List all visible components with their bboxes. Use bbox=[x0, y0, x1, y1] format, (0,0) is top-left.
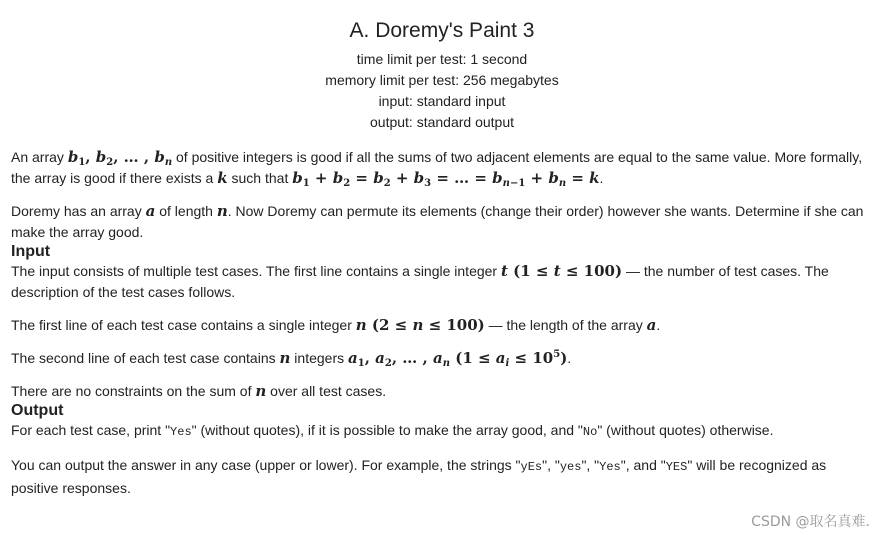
problem-title: A. Doremy's Paint 3 bbox=[349, 19, 535, 42]
math-k: k bbox=[217, 169, 228, 187]
math-a: a bbox=[145, 202, 156, 220]
output-paragraph: For each test case, print "Yes" (without quotes), if it is possible to make the array good, and "No" (without quotes) otherwise. bbox=[11, 422, 774, 439]
code-example: YES bbox=[665, 460, 688, 474]
time-limit: time limit per test: 1 second bbox=[356, 51, 528, 67]
output-heading: Output bbox=[11, 402, 64, 419]
input-spec: input: standard input bbox=[378, 93, 506, 109]
math-n-range: n (2 ≤ n ≤ 100) bbox=[355, 316, 485, 334]
input-heading: Input bbox=[11, 243, 51, 260]
input-paragraph: There are no constraints on the sum of n over all test cases. bbox=[11, 382, 387, 400]
math-n: n bbox=[216, 202, 228, 220]
input-paragraph: The second line of each test case contains n integers $a_1$, $a_2$, … , $a_n$ $(1 \le a_i \le 10^5)$. bbox=[11, 349, 572, 369]
math-a: a bbox=[646, 316, 657, 334]
output-spec: output: standard output bbox=[370, 114, 514, 130]
math-t-range: t (1 ≤ t ≤ 100) bbox=[501, 262, 623, 280]
math-array-b: $b_1$, $b_2$, … , $b_n$ bbox=[67, 148, 173, 168]
problem-header bbox=[0, 0, 884, 133]
code-no: No bbox=[582, 425, 598, 439]
code-example: yEs bbox=[520, 460, 543, 474]
input-paragraph: The first line of each test case contains a single integer n (2 ≤ n ≤ 100) — the length of the array a. bbox=[11, 316, 661, 334]
statement-paragraph: Doremy has an array a of length n. Now Doremy can permute its elements (change their order) however she wants. Determine if she can make the array good. bbox=[11, 202, 864, 240]
output-paragraph: You can output the answer in any case (upper or lower). For example, the strings "yEs", "yes", "Yes", and "YES" will be recognized as positive responses. bbox=[11, 457, 827, 496]
input-paragraph: The input consists of multiple test cases. The first line contains a single integer t (1 ≤ t ≤ 100) — the number of test cases. The description of the test cases follows. bbox=[11, 262, 829, 300]
statement-paragraph: An array $b_1$, $b_2$, … , $b_n$ of positive integers is good if all the sums of two adjacent elements are equal to the same value. More formally, the array is good if there exists a k such that $b_1 + b_2 = b_2 + b_3$ = … = $b_{n-1} + b_n = k$. bbox=[11, 148, 863, 189]
math-n: n bbox=[255, 382, 267, 400]
code-example: yes bbox=[559, 460, 582, 474]
math-n: n bbox=[279, 349, 291, 367]
code-yes: Yes bbox=[170, 425, 192, 439]
problem-statement bbox=[11, 147, 874, 499]
code-example: Yes bbox=[599, 460, 621, 474]
math-sum-chain: $b_1 + b_2 = b_2 + b_3$ = … = $b_{n-1} + b_n = k$ bbox=[292, 169, 600, 189]
csdn-watermark: CSDN @取名真难. bbox=[751, 514, 870, 530]
math-a-range: $a_1$, $a_2$, … , $a_n$ $(1 \le a_i \le 10^5)$ bbox=[348, 349, 568, 369]
memory-limit: memory limit per test: 256 megabytes bbox=[325, 72, 559, 88]
